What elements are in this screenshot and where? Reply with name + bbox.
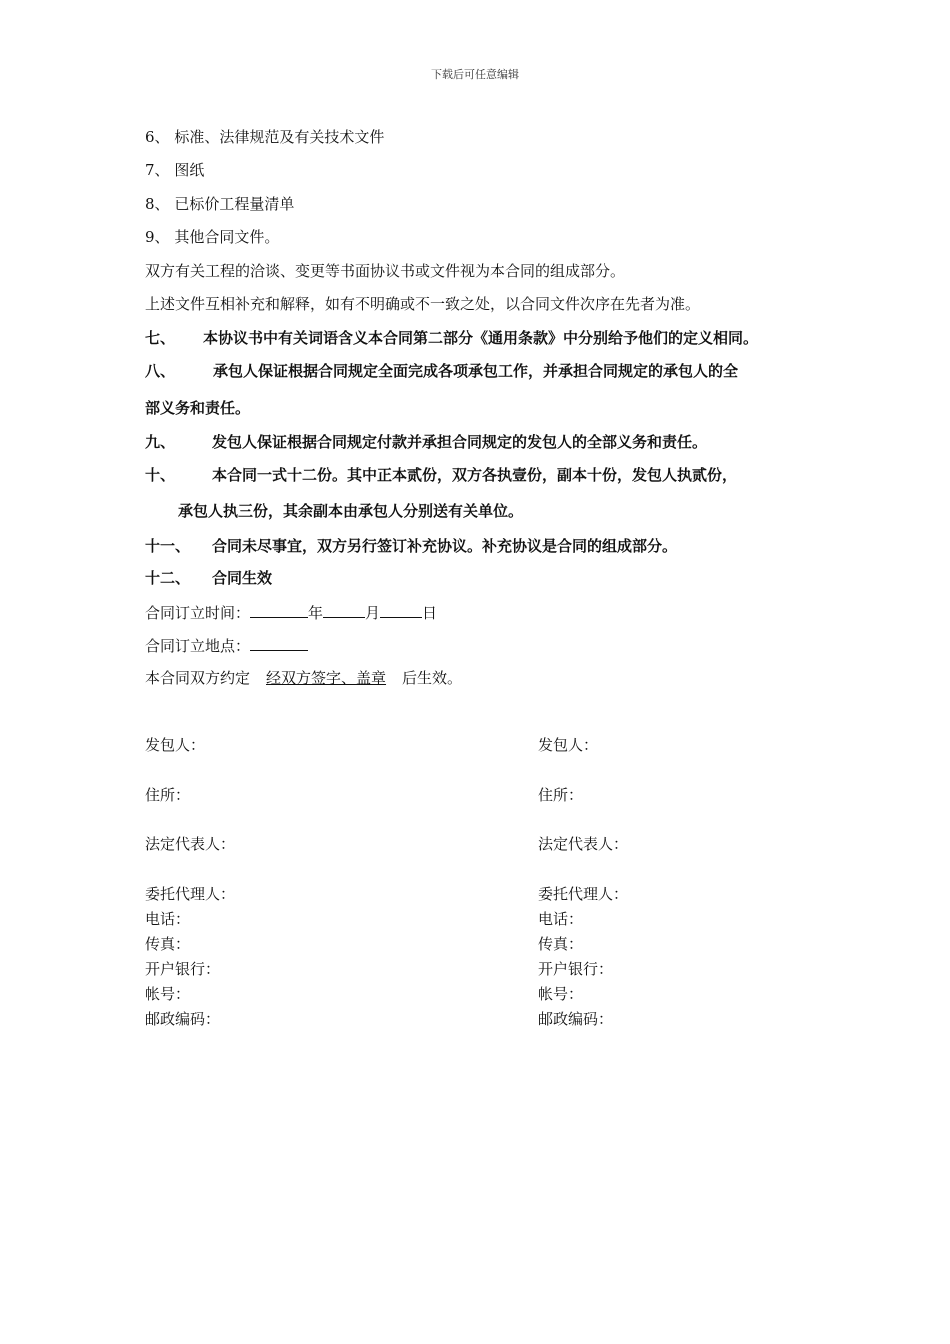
party-field-label: 发包人： — [538, 736, 599, 754]
party-field-label: 帐号： — [538, 985, 584, 1003]
place-blank[interactable] — [250, 634, 308, 651]
agreement-suffix: 后生效。 — [402, 669, 463, 687]
paragraph: 双方有关工程的洽谈、变更等书面协议书或文件视为本合同的组成部分。 — [145, 262, 626, 280]
list-item — [145, 127, 384, 147]
clause — [145, 536, 677, 556]
list-text: 其他合同文件。 — [174, 228, 280, 246]
party-field-label: 电话： — [538, 910, 584, 928]
list-number: 7、 — [145, 161, 170, 179]
list-item — [145, 194, 294, 214]
page-header: 下载后可任意编辑 — [431, 68, 519, 81]
party-field-label: 委托代理人： — [538, 885, 629, 903]
year-label: 年 — [308, 604, 324, 622]
year-blank[interactable] — [250, 601, 308, 618]
party-field-label: 开户银行： — [145, 960, 221, 978]
clause-text: 本合同一式十二份。其中正本贰份，双方各执壹份，副本十份，发包人执贰份， — [212, 466, 738, 484]
paragraph: 上述文件互相补充和解释，如有不明确或不一致之处，以合同文件次序在先者为准。 — [145, 295, 701, 313]
clause — [145, 568, 272, 588]
clause-text: 发包人保证根据合同规定付款并承担合同规定的发包人的全部义务和责任。 — [212, 433, 708, 451]
month-label: 月 — [365, 604, 381, 622]
party-field-label: 传真： — [538, 935, 584, 953]
list-item — [145, 227, 279, 247]
party-field-label: 电话： — [145, 910, 191, 928]
clause — [145, 328, 758, 348]
list-number: 8、 — [145, 195, 170, 213]
clause-number: 十、 — [145, 466, 176, 484]
clause-number: 八、 — [145, 362, 176, 380]
day-blank[interactable] — [380, 601, 422, 618]
clause-number: 九、 — [145, 433, 176, 451]
party-field-label: 发包人： — [145, 736, 206, 754]
party-field-label: 开户银行： — [538, 960, 614, 978]
party-field-label: 帐号： — [145, 985, 191, 1003]
party-field-label: 住所： — [538, 786, 584, 804]
day-label: 日 — [422, 604, 438, 622]
clause-number: 十二、 — [145, 569, 191, 587]
agreement-prefix: 本合同双方约定 — [145, 669, 251, 687]
list-number: 9、 — [145, 228, 170, 246]
party-field-label: 法定代表人： — [538, 835, 629, 853]
clause-number: 十一、 — [145, 537, 191, 555]
sign-place-line — [145, 634, 308, 656]
clause-continuation: 部义务和责任。 — [145, 399, 251, 417]
party-field-label: 邮政编码： — [145, 1010, 221, 1028]
clause-number: 七、 — [145, 329, 176, 347]
party-field-label: 住所： — [145, 786, 191, 804]
list-text: 已标价工程量清单 — [174, 195, 295, 213]
clause-text: 承包人保证根据合同规定全面完成各项承包工作，并承担合同规定的承包人的全 — [213, 362, 739, 380]
clause-continuation: 承包人执三份，其余副本由承包人分别送有关单位。 — [178, 502, 524, 520]
clause — [145, 361, 738, 381]
party-field-label: 传真： — [145, 935, 191, 953]
party-field-label: 法定代表人： — [145, 835, 236, 853]
clause-text: 本协议书中有关词语含义本合同第二部分《通用条款》中分别给予他们的定义相同。 — [203, 329, 759, 347]
list-item — [145, 160, 204, 180]
clause-text: 合同未尽事宜，双方另行签订补充协议。补充协议是合同的组成部分。 — [212, 537, 678, 555]
list-text: 图纸 — [174, 161, 205, 179]
sign-place-label: 合同订立地点： — [145, 637, 251, 655]
list-number: 6、 — [145, 128, 170, 146]
agreement-line — [145, 668, 462, 688]
clause — [145, 465, 737, 485]
list-text: 标准、法律规范及有关技术文件 — [174, 128, 385, 146]
month-blank[interactable] — [323, 601, 365, 618]
sign-time-label: 合同订立时间： — [145, 604, 251, 622]
clause — [145, 432, 707, 452]
sign-time-line — [145, 601, 437, 623]
party-field-label: 邮政编码： — [538, 1010, 614, 1028]
clause-text: 合同生效 — [212, 569, 273, 587]
party-field-label: 委托代理人： — [145, 885, 236, 903]
agreement-underlined: 经双方签字、盖章 — [266, 669, 387, 687]
